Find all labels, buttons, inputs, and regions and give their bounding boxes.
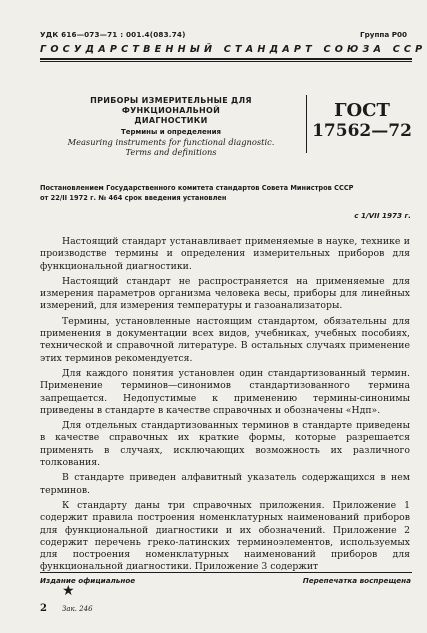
page-number: 2 [40,603,47,614]
reprint-notice: Перепечатка воспрещена [302,576,411,585]
paragraph: Для каждого понятия установлен один стандартизованный термин. Применение терминов—синонимов стандартизованного термина запрещается. Недопустимые к применению термины-синонимы приведены в стандарте в качестве справочных и обозначены «Ндп». [40,367,410,416]
header-rule-thin [40,61,412,62]
group-code: Группа Р00 [360,30,407,39]
title-en-line2: Terms and definitions [125,147,217,157]
paragraph: Настоящий стандарт не распространяется на применяемые для измерения параметров организма человека весы, приборы для линейных измерений, для измерения температуры и газоанализаторы. [40,275,410,312]
udk-code: УДК 616—073—71 : 001.4(083.74) [40,30,186,39]
subtitle-ru: Термины и определения [120,128,222,136]
resolution-line1: Постановлением Государственного комитета стандартов Совета Министров СССР [40,184,354,192]
footer-rule [40,572,412,573]
resolution [40,183,414,203]
order-number: Зак. 246 [62,605,93,613]
title-ru-line1: ПРИБОРЫ ИЗМЕРИТЕЛЬНЫЕ ДЛЯ ФУНКЦИОНАЛЬНОЙ [90,96,252,115]
title-block [40,96,302,157]
paragraph: В стандарте приведен алфавитный указатель содержащихся в нем терминов. [40,472,410,496]
title-en-line1: Measuring instruments for functional diagnostic. [67,137,275,147]
header-rule-thick [40,58,412,60]
gost-name: ГОСТ [334,100,390,121]
paragraph: К стандарту даны три справочных приложения. Приложение 1 содержит правила построения номенклатурных наименований приборов для функциональной диагностики и их обозначений. Приложение 2 содержит перечень греко-латинских терминоэлементов, используемых для построения номенклатурных наименований приборов для функциональной диагностики. Приложение 3 содержит [40,499,410,573]
edition-label: Издание официальное [40,576,136,585]
paragraph: Термины, установленные настоящим стандартом, обязательны для применения в документации всех видов, учебниках, учебных пособиях, технической и справочной литературе. В остальных случаях применение этих терминов рекомендуется. [40,315,410,364]
effective-date: с 1/VII 1973 г. [354,211,411,220]
paragraph: Настоящий стандарт устанавливает применяемые в науке, технике и производстве термины и определения измерительных приборов для функциональной диагностики. [40,236,410,272]
title-divider [306,95,307,153]
gost-block [312,100,412,142]
body-text [40,236,410,577]
star-icon: ★ [62,583,75,599]
standard-banner: ГОСУДАРСТВЕННЫЙ СТАНДАРТ СОЮЗА ССР [40,44,427,55]
gost-number: 17562—72 [312,121,412,141]
title-ru-line2: ДИАГНОСТИКИ [134,116,208,125]
paragraph: Для отдельных стандартизованных терминов в стандарте приведены в качестве справочных их краткие формы, которые разрешается применять в случаях, исключающих возможность их различного толкования. [40,420,410,469]
resolution-line2: от 22/II 1972 г. № 464 срок введения установлен [40,194,227,202]
